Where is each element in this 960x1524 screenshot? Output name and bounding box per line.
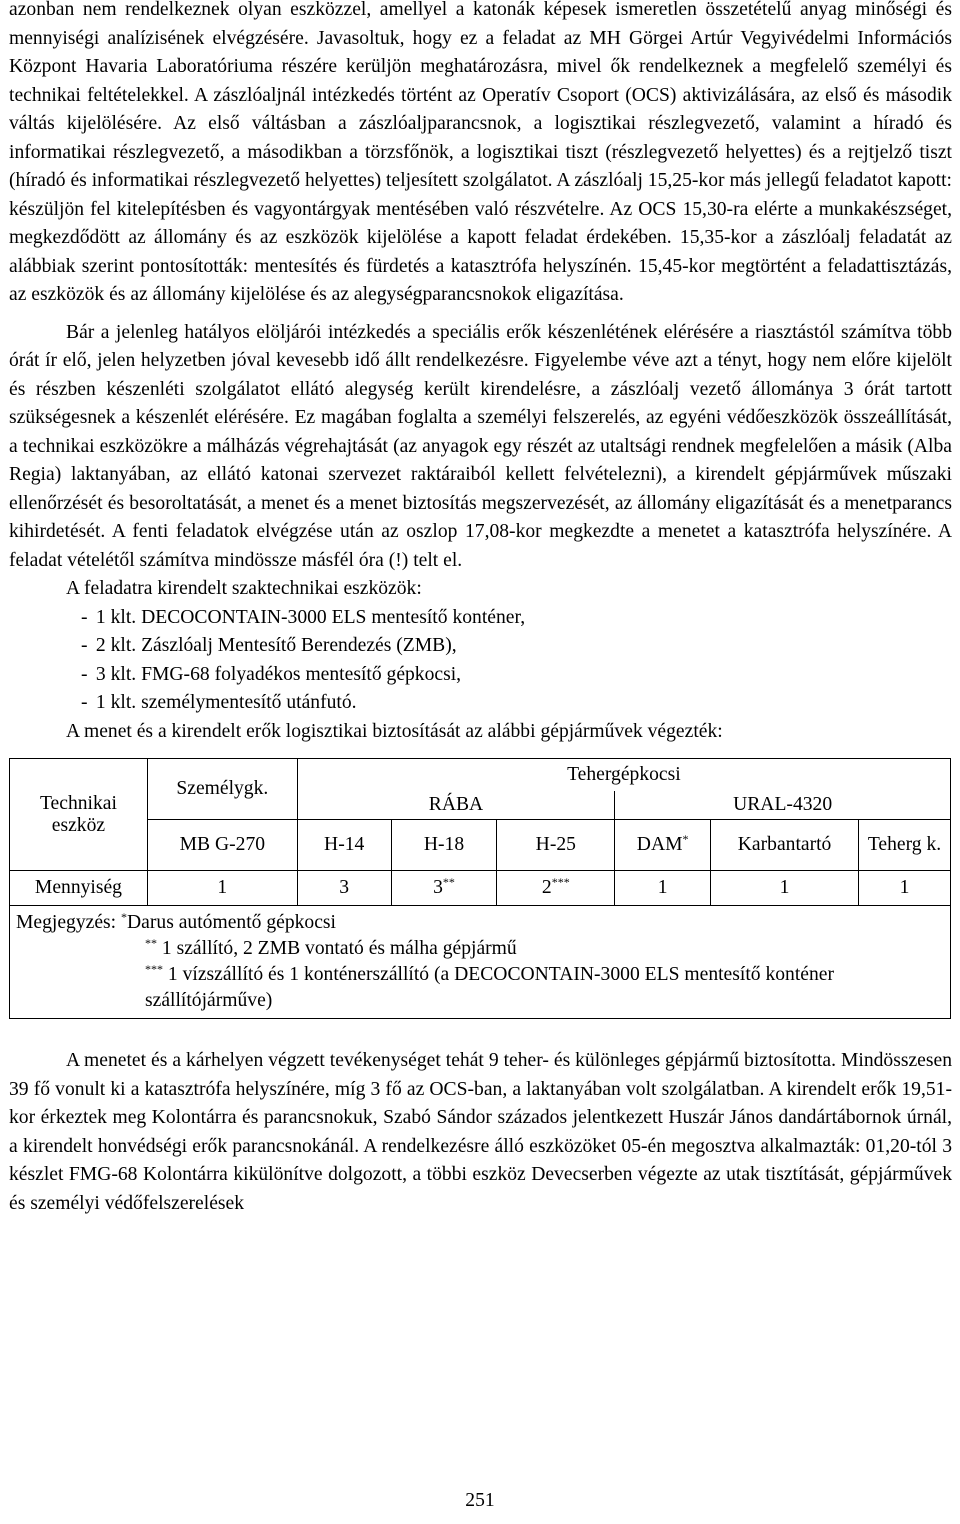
list-item: - 1 klt. DECOCONTAIN-3000 ELS mentesítő konténer, xyxy=(81,606,526,628)
qty-cell: 3 xyxy=(297,871,391,906)
note-3: *** 1 vízszállító és 1 konténerszállító (a DECOCONTAIN-3000 ELS mentesítő konténer szállítójárműve) xyxy=(145,962,835,1011)
qty-cell: 3** xyxy=(391,871,497,906)
note-1: Megjegyzés: *Darus autómentő gépkocsi xyxy=(16,910,336,933)
header-technikai-eszkoz: Technikai eszköz xyxy=(10,759,148,871)
model-h18: H-18 xyxy=(391,820,497,871)
model-karbantarto: Karbantartó xyxy=(711,820,859,871)
qty-cell: 1 xyxy=(859,871,951,906)
model-teherg: Teherg k. xyxy=(859,820,951,871)
page-number: 251 xyxy=(465,1490,495,1511)
qty-cell: 1 xyxy=(147,871,297,906)
model-h14: H-14 xyxy=(297,820,391,871)
paragraph-3: A menetet és a kárhelyen végzett tevékenységet tehát 9 teher- és különleges gépjármű biztosította. Mindösszesen 39 fő vonult ki a katasztrófa helyszínére, míg 3 fő az OCS-ban, a laktanyában volt szolgálatban. A kirendelt erők 19,51-kor érkeztek meg Kolontárra és parancsnokuk, Szabó Sándor százados jelentkezett Huszár János dandártábornok úrnál, a kirendelt honvédségi erők parancsnokánál. A rendelkezésre álló eszközöket 05-én megosztva alkalmazták: 01,20-tól 3 készlet FMG-68 Kolontárra kikülönítve dolgozott, a többi eszköz Devecserben végezte az utak tisztítását, gépjárművek és személyi védőfelszerelések xyxy=(9,1050,952,1214)
document-page xyxy=(9,0,952,1218)
header-ural: URAL-4320 xyxy=(615,791,951,820)
model-dam: DAM* xyxy=(615,820,711,871)
list-item: - 1 klt. személymentesítő utánfutó. xyxy=(81,692,357,713)
model-mb-g270: MB G-270 xyxy=(147,820,297,871)
header-raba: RÁBA xyxy=(297,791,614,820)
qty-label: Mennyiség xyxy=(10,871,148,906)
vehicle-table xyxy=(9,758,951,1019)
equipment-list xyxy=(9,604,952,718)
qty-cell: 2*** xyxy=(497,871,615,906)
model-h25: H-25 xyxy=(497,820,615,871)
header-szemelygk: Személygk. xyxy=(147,759,297,820)
paragraph-1: azonban nem rendelkeznek olyan eszközzel, amellyel a katonák képesek ismeretlen összetételű anyag minőségi és mennyiségi analízisének elvégzésére. Javasoltuk, hogy ez a feladat az MH Görgei Artúr Vegyivédelmi Információs Központ Havaria Laboratóriuma részére kerüljön meghatározásra, mivel ők rendelkeznek a megfelelő személyi és technikai feltételekkel. A zászlóaljnál intézkedés történt az Operatív Csoport (OCS) aktivizálására, az első és második váltás kijelölésére. Az első váltásban a zászlóaljparancsnok, a logisztikai részlegvezető, valamint a híradó és informatikai részlegvezető, a másodikban a törzsfőnök, a logisztikai tiszt (részlegvezető helyettes) és a rejtjelző tiszt (híradó és informatikai részlegvezető helyettes) teljesített szolgálatot. A zászlóalj 15,25-kor más jellegű feladatot kapott: készüljön fel kitelepítésben és vagyontárgyak mentésében való részvételre. Az OCS 15,30-ra elérte a munkakészséget, megkezdődött az állomány és az eszközök kijelölése a kapott feladat érdekében. 15,35-kor a zászlóalj feladatát az alábbiak szerint pontosították: mentesítés és fürdetés a katasztrófa helyszínén. 15,45-kor megtörtént a feladattisztázás, az eszközök és az állomány kijelölése és az alegységparancsnokok eligazítása. xyxy=(9,0,952,305)
list-item: - 3 klt. FMG-68 folyadékos mentesítő gépkocsi, xyxy=(81,663,462,685)
table-intro: A menet és a kirendelt erők logisztikai biztosítását az alábbi gépjárművek végezték: xyxy=(66,720,723,742)
table-notes xyxy=(10,906,951,1019)
qty-cell: 1 xyxy=(615,871,711,906)
note-2: ** 1 szállító, 2 ZMB vontató és málha gépjármű xyxy=(145,936,517,959)
qty-cell: 1 xyxy=(711,871,859,906)
paragraph-2: Bár a jelenleg hatályos elöljárói intézkedés a speciális erők készenlétének elérésére a riasztástól számítva több órát ír elő, jelen helyzetben jóval kevesebb idő állt rendelkezésre. Figyelembe véve azt a tényt, hogy nem előre kijelölt és részben készenléti szolgálatot ellátó alegység került kirendelésre, a zászlóalj vezető állománya 3 órát tartott szükségesnek a készenlét elérésére. Ez magában foglalta a személyi felszerelés, az egyéni védőeszközök összeállítását, a technikai eszközökre a málházás végrehajtását (az anyagok egy részét az utaltsági rendnek megfelelően a másik (Alba Regia) laktanyában, az ellátó katonai szervezet raktáraiból kellett felvételezni), a kirendelt gépjárművek műszaki ellenőrzését és besoroltatását, a menet és a menet biztosítás megszervezését, az állomány eligazítását és a menetparancs kihirdetését. A fenti feladatok elvégzése után az oszlop 17,08-kor megkezdte a menetet a katasztrófa helyszínére. A feladat vételétől számítva mindössze másfél óra (!) telt el. xyxy=(9,321,952,571)
header-tehergepkocsi: Tehergépkocsi xyxy=(297,759,950,792)
list-item: - 2 klt. Zászlóalj Mentesítő Berendezés (ZMB), xyxy=(81,635,457,656)
equipment-list-intro: A feladatra kirendelt szaktechnikai eszközök: xyxy=(66,578,422,599)
